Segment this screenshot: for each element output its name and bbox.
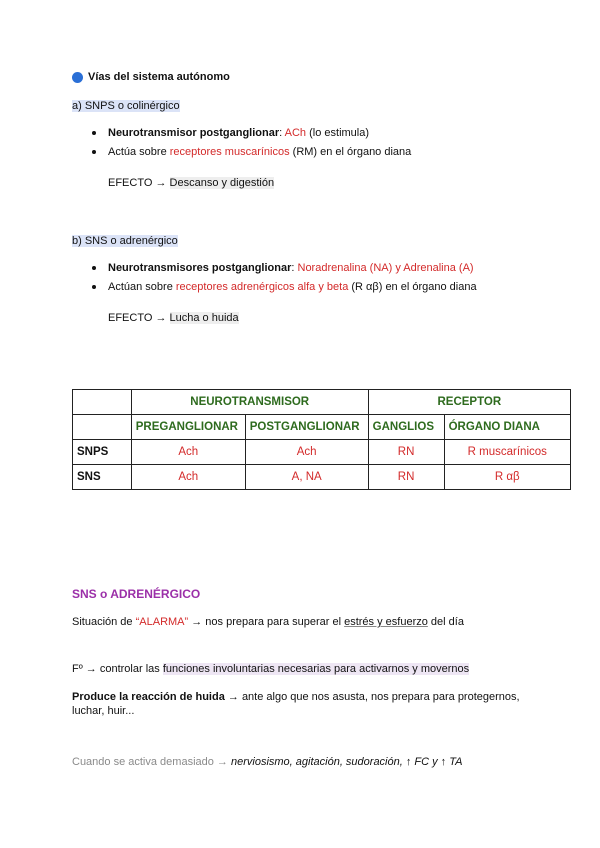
table-row [73,465,571,490]
huida-paragraph: Produce la reacción de huida → ante algo que nos asusta, nos prepara para protegernos, luchar, huir... [72,691,520,717]
exceso-paragraph: Cuando se activa demasiado → nerviosismo, agitación, sudoración, ↑ FC y ↑ TA [72,756,463,768]
row-label: SNS [73,465,132,490]
bullet-icon [92,131,96,135]
comparison-table [72,389,571,490]
table-corner-cell [73,390,132,415]
table-cell: A, NA [245,465,368,490]
funcion-paragraph: Fº → controlar las funciones involuntarias necesarias para activarnos y movernos [72,663,470,675]
ganglios-header: GANGLIOS [368,415,444,440]
snps-bullet-1: Neurotransmisor postganglionar: ACh (lo estimula) [108,127,370,139]
blue-circle-icon [72,72,83,83]
snps-bullet-2: Actúa sobre receptores muscarínicos (RM) en el órgano diana [108,146,412,158]
table-cell: Ach [131,440,245,465]
table-cell: Ach [131,465,245,490]
neurotransmisor-header: NEUROTRANSMISOR [131,390,368,415]
table-cell: R muscarínicos [444,440,570,465]
bullet-icon [92,150,96,154]
sns-section-title: SNS o ADRENÉRGICO [72,587,201,601]
table-cell: RN [368,465,444,490]
table-cell: Ach [245,440,368,465]
section-title [72,71,230,83]
bullet-icon [92,266,96,270]
table-cell: R αβ [444,465,570,490]
sns-efecto: EFECTO → Lucha o huida [108,312,239,324]
sns-bullet-1: Neurotransmisores postganglionar: Noradrenalina (NA) y Adrenalina (A) [108,262,474,274]
sns-heading: b) SNS o adrenérgico [72,235,178,247]
table-empty-cell [73,415,132,440]
receptor-header: RECEPTOR [368,390,570,415]
postganglionar-header: POSTGANGLIONAR [245,415,368,440]
table-row [73,440,571,465]
table-group-header-row [73,390,571,415]
table-cell: RN [368,440,444,465]
organo-diana-header: ÓRGANO DIANA [444,415,570,440]
bullet-icon [92,285,96,289]
table-sub-header-row [73,415,571,440]
sns-bullet-2: Actúan sobre receptores adrenérgicos alfa y beta (R αβ) en el órgano diana [108,281,477,293]
snps-efecto: EFECTO → Descanso y digestión [108,177,275,189]
snps-heading: a) SNPS o colinérgico [72,100,180,112]
preganglionar-header: PREGANGLIONAR [131,415,245,440]
row-label: SNPS [73,440,132,465]
alarma-paragraph: Situación de “ALARMA” → nos prepara para superar el estrés y esfuerzo del día [72,616,464,628]
section-title-text: Vías del sistema autónomo [88,71,230,83]
